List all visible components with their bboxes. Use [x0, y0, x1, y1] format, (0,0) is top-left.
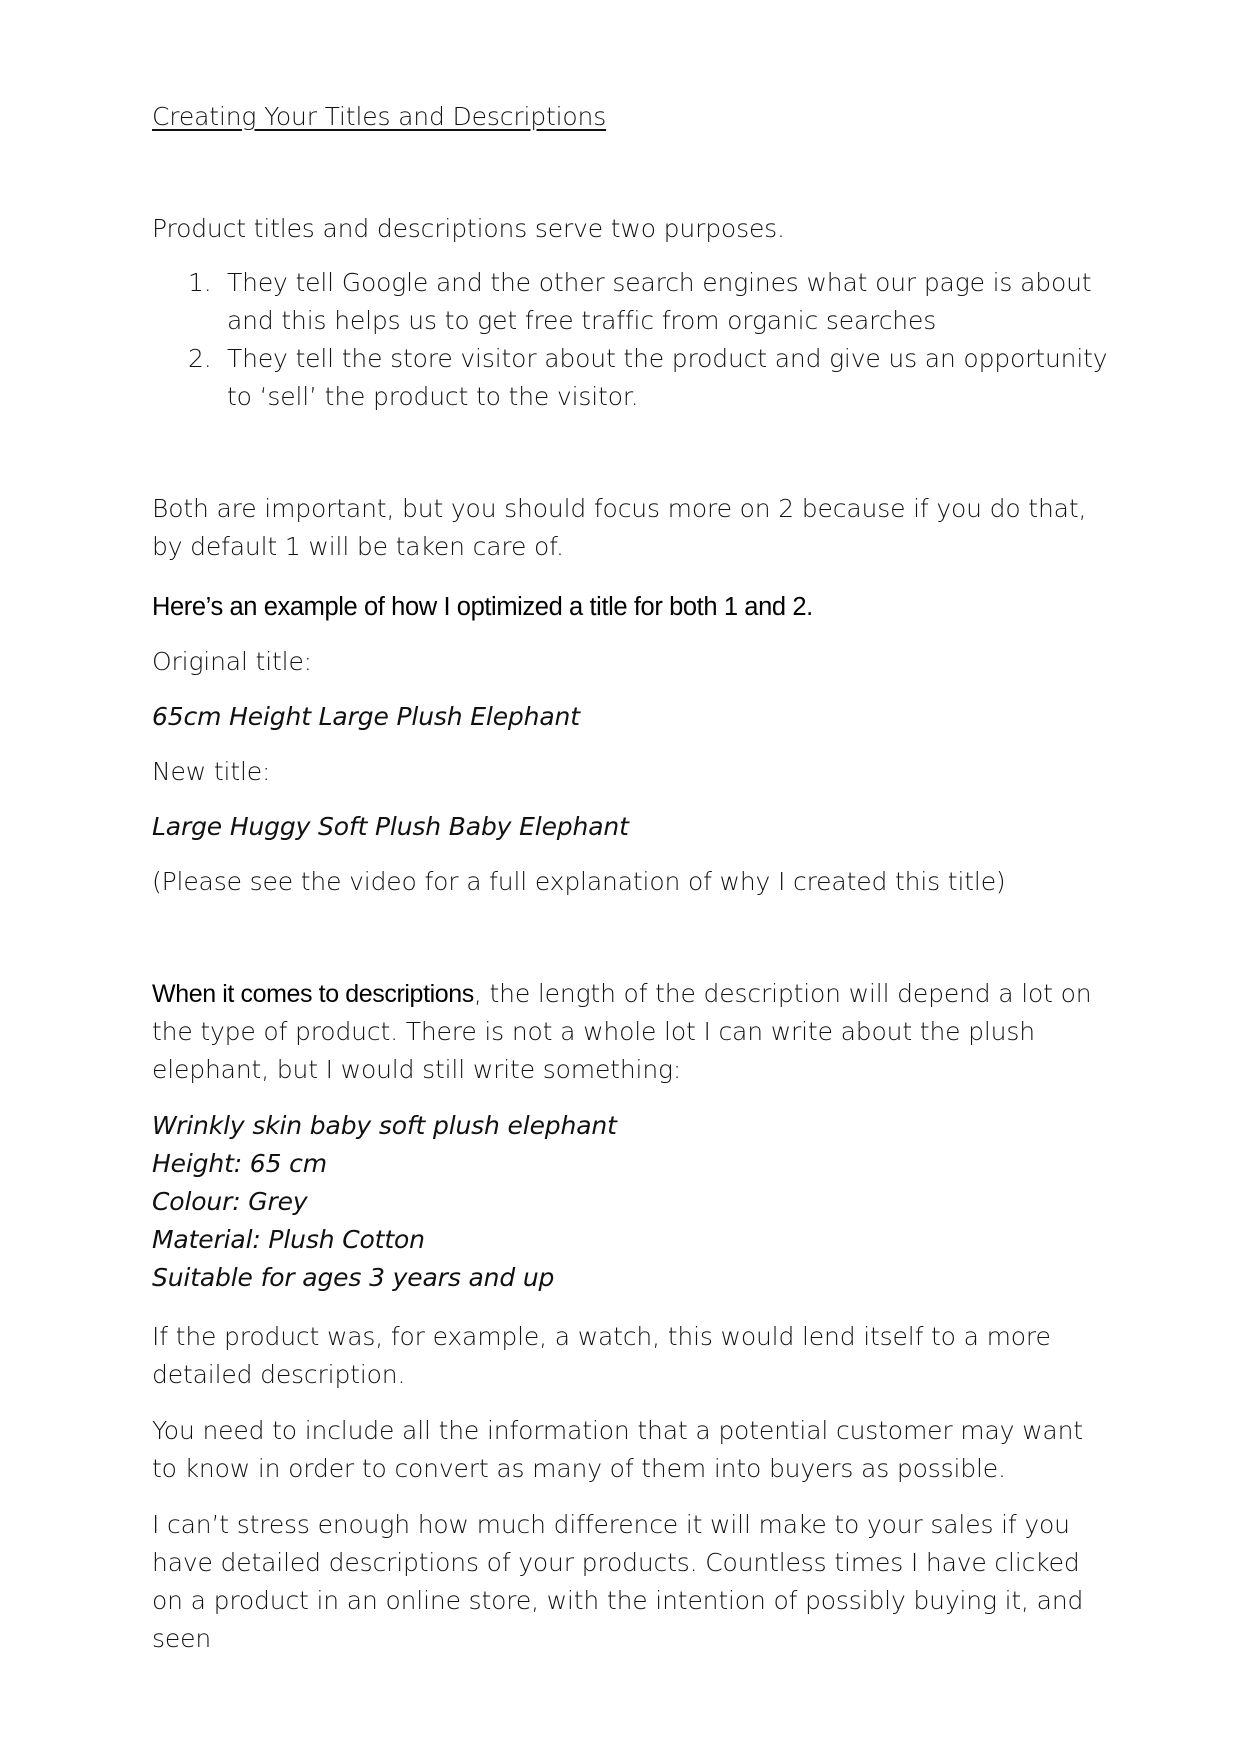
descriptions-lead: When it comes to descriptions [152, 980, 474, 1008]
list-number: 1. [188, 268, 212, 297]
intro-paragraph: Product titles and descriptions serve two purposes. [152, 214, 785, 243]
video-note: (Please see the video for a full explanation of why I created this title) [152, 867, 1006, 896]
new-title: Large Huggy Soft Plush Baby Elephant [152, 812, 629, 841]
descriptions-rest: , the length of the description will depend a lot on the type of product. There is not a whole lot I can write about the plush elephant, but I would still write something: [152, 979, 1092, 1084]
sample-line: Colour: Grey [152, 1187, 308, 1216]
list-number: 2. [188, 344, 212, 373]
importance-paragraph: Both are important, but you should focus more on 2 because if you do that, by default 1 will be taken care of. [152, 494, 1087, 561]
sample-line: Wrinkly skin baby soft plush elephant [152, 1111, 617, 1140]
list-text: They tell Google and the other search engines what our page is about and this helps us to get free traffic from organic searches [227, 268, 1092, 335]
descriptions-paragraph [152, 975, 1112, 1089]
stress-paragraph: I can’t stress enough how much difference it will make to your sales if you have detailed descriptions of your products. Countless times I have clicked on a product in an online store, with the intention of possibly buying it, and seen [152, 1510, 1084, 1653]
watch-paragraph: If the product was, for example, a watch, this would lend itself to a more detailed description. [152, 1322, 1051, 1389]
example-heading: Here’s an example of how I optimized a title for both 1 and 2. [152, 593, 813, 621]
sample-line: Height: 65 cm [152, 1149, 327, 1178]
original-title: 65cm Height Large Plush Elephant [152, 702, 580, 731]
sample-description [152, 1107, 1112, 1297]
sample-line: Suitable for ages 3 years and up [152, 1263, 555, 1292]
sample-line: Material: Plush Cotton [152, 1225, 425, 1254]
include-info-paragraph: You need to include all the information that a potential customer may want to know in order to convert as many of them into buyers as possible. [152, 1416, 1083, 1483]
list-text: They tell the store visitor about the product and give us an opportunity to ‘sell’ the product to the visitor. [227, 344, 1108, 411]
new-title-label: New title: [152, 757, 271, 786]
page-title: Creating Your Titles and Descriptions [152, 102, 607, 131]
original-title-label: Original title: [152, 647, 312, 676]
